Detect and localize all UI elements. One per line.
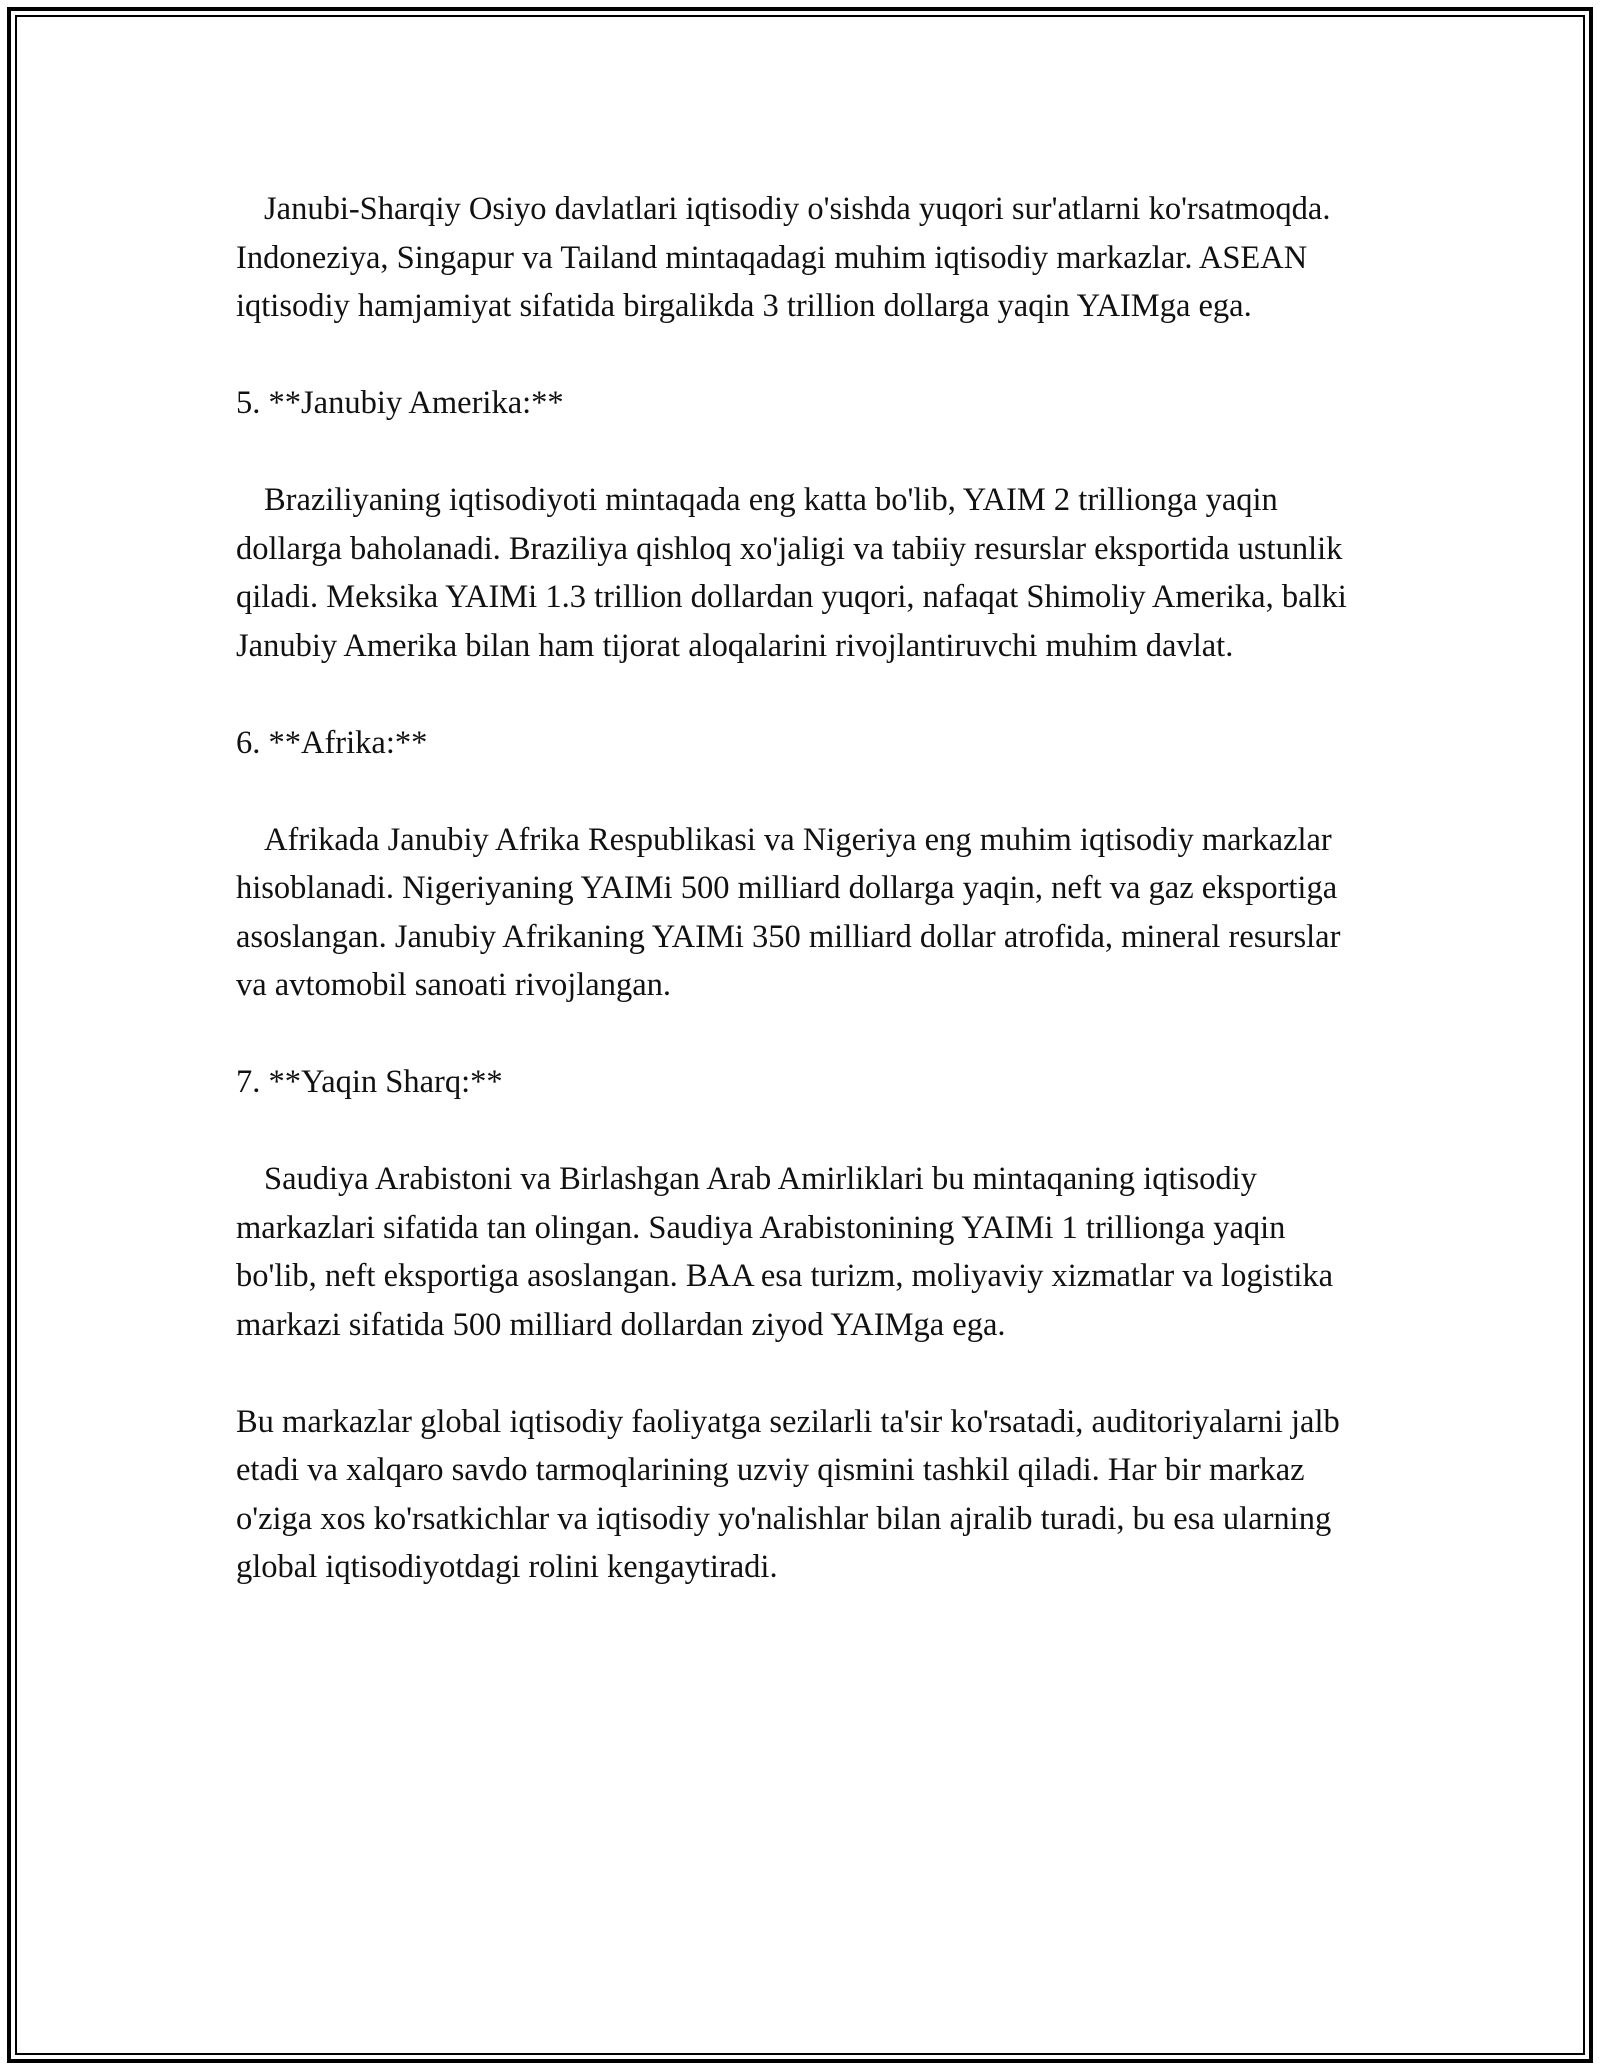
heading-africa: 6. **Afrika:** — [236, 724, 428, 761]
paragraph-southeast-asia: Janubi-Sharqiy Osiyo davlatlari iqtisodiy o'sishda yuqori sur'atlarni ko'rsatmoqda. Indoneziya, Singapur va Tailand mintaqadagi muhim iqtisodiy markazlar. ASEAN iqtisodiy hamjamiyat sifatida birgalikda 3 trillion dollarga yaqin YAIMga ega. — [236, 191, 1339, 324]
paragraph-south-america: Braziliyaning iqtisodiyoti mintaqada eng katta bo'lib, YAIM 2 trillionga yaqin dollarga baholanadi. Braziliya qishloq xo'jaligi va tabiiy resurslar eksportida ustunlik qiladi. Meksika YAIMi 1.3 trillion dollardan yuqori, nafaqat Shimoliy Amerika, balki Janubiy Amerika bilan ham tijorat aloqalarini rivojlantiruvchi muhim davlat. — [236, 482, 1355, 664]
document-body — [236, 185, 1366, 1640]
heading-middle-east: 7. **Yaqin Sharq:** — [236, 1064, 503, 1100]
paragraph-conclusion: Bu markazlar global iqtisodiy faoliyatga sezilarli ta'sir ko'rsatadi, auditoriyalarni jalb etadi va xalqaro savdo tarmoqlarining uzviy qismini tashkil qiladi. Har bir markaz o'ziga xos ko'rsatkichlar va iqtisodiy yo'nalishlar bilan ajralib turadi, bu esa ularning global iqtisodiyotdagi rolini kengaytiradi. — [236, 1403, 1348, 1585]
paragraph-africa: Afrikada Janubiy Afrika Respublikasi va Nigeriya eng muhim iqtisodiy markazlar hisoblanadi. Nigeriyaning YAIMi 500 milliard dollarga yaqin, neft va gaz eksportiga asoslangan. Janubiy Afrikaning YAIMi 350 milliard dollar atrofida, mineral resurslar va avtomobil sanoati rivojlangan. — [236, 821, 1349, 1003]
paragraph-middle-east: Saudiya Arabistoni va Birlashgan Arab Amirliklari bu mintaqaning iqtisodiy markazlari sifatida tan olingan. Saudiya Arabistonining YAIMi 1 trillionga yaqin bo'lib, neft eksportiga asoslangan. BAA esa turizm, moliyaviy xizmatlar va logistika markazi sifatida 500 milliard dollardan ziyod YAIMga ega. — [236, 1161, 1342, 1343]
heading-south-america: 5. **Janubiy Amerika:** — [236, 385, 564, 421]
